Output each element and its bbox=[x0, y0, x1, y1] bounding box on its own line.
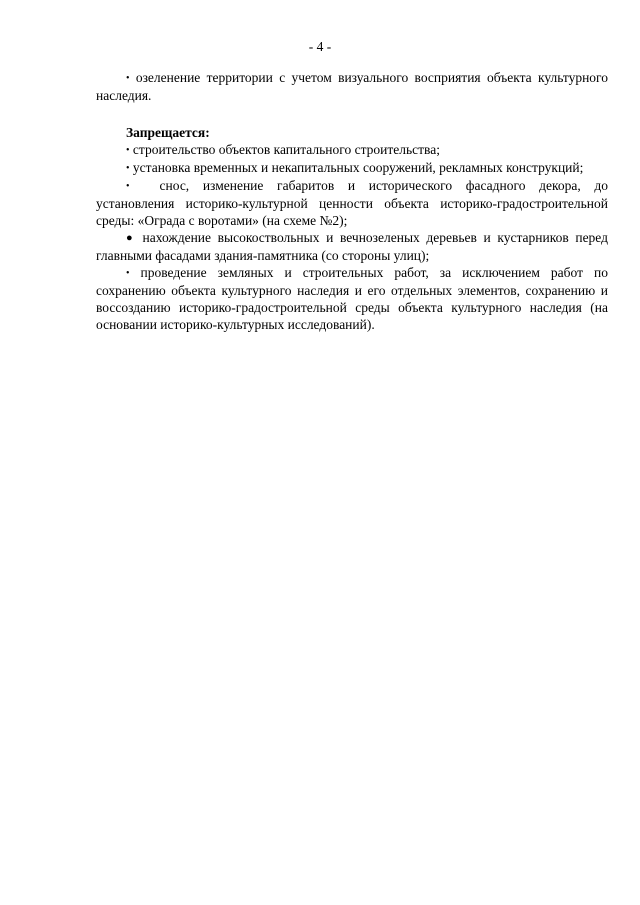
prohibited-item bbox=[96, 159, 608, 177]
prohibited-item-text: строительство объектов капитального строительства; bbox=[132, 142, 440, 157]
document-body bbox=[96, 69, 608, 333]
prohibited-item bbox=[96, 264, 608, 333]
bullet-icon: • bbox=[126, 163, 130, 174]
prohibited-item-text: снос, изменение габаритов и исторического фасадного декора, до установления историко-культурной ценности объекта историко-градостроительной среды: «Ограда с воротами» (на схеме №2); bbox=[96, 178, 608, 228]
prohibited-item-text: нахождение высокоствольных и вечнозеленых деревьев и кустарников перед главными фасадами здания-памятника (со стороны улиц); bbox=[96, 230, 608, 263]
prohibited-item-text: проведение земляных и строительных работ, за исключением работ по сохранению объекта культурного наследия и его отдельных элементов, сохранению и воссозданию историко-градостроительной среды объекта культурного наследия (на основании историко-культурных исследований). bbox=[96, 265, 608, 332]
bullet-icon: • bbox=[126, 268, 130, 279]
intro-paragraph bbox=[96, 69, 608, 104]
prohibited-item bbox=[96, 177, 608, 229]
prohibited-item bbox=[96, 229, 608, 264]
prohibited-item bbox=[96, 141, 608, 159]
prohibited-heading: Запрещается: bbox=[126, 125, 210, 140]
bullet-icon: ● bbox=[126, 232, 136, 244]
intro-text: озеленение территории с учетом визуального восприятия объекта культурного наследия. bbox=[96, 70, 608, 103]
bullet-icon: • bbox=[126, 145, 130, 156]
prohibited-item-text: установка временных и некапитальных сооружений, рекламных конструкций; bbox=[132, 160, 584, 175]
bullet-icon: • bbox=[126, 181, 130, 192]
bullet-icon: • bbox=[126, 73, 130, 84]
page-number: - 4 - bbox=[308, 39, 332, 54]
